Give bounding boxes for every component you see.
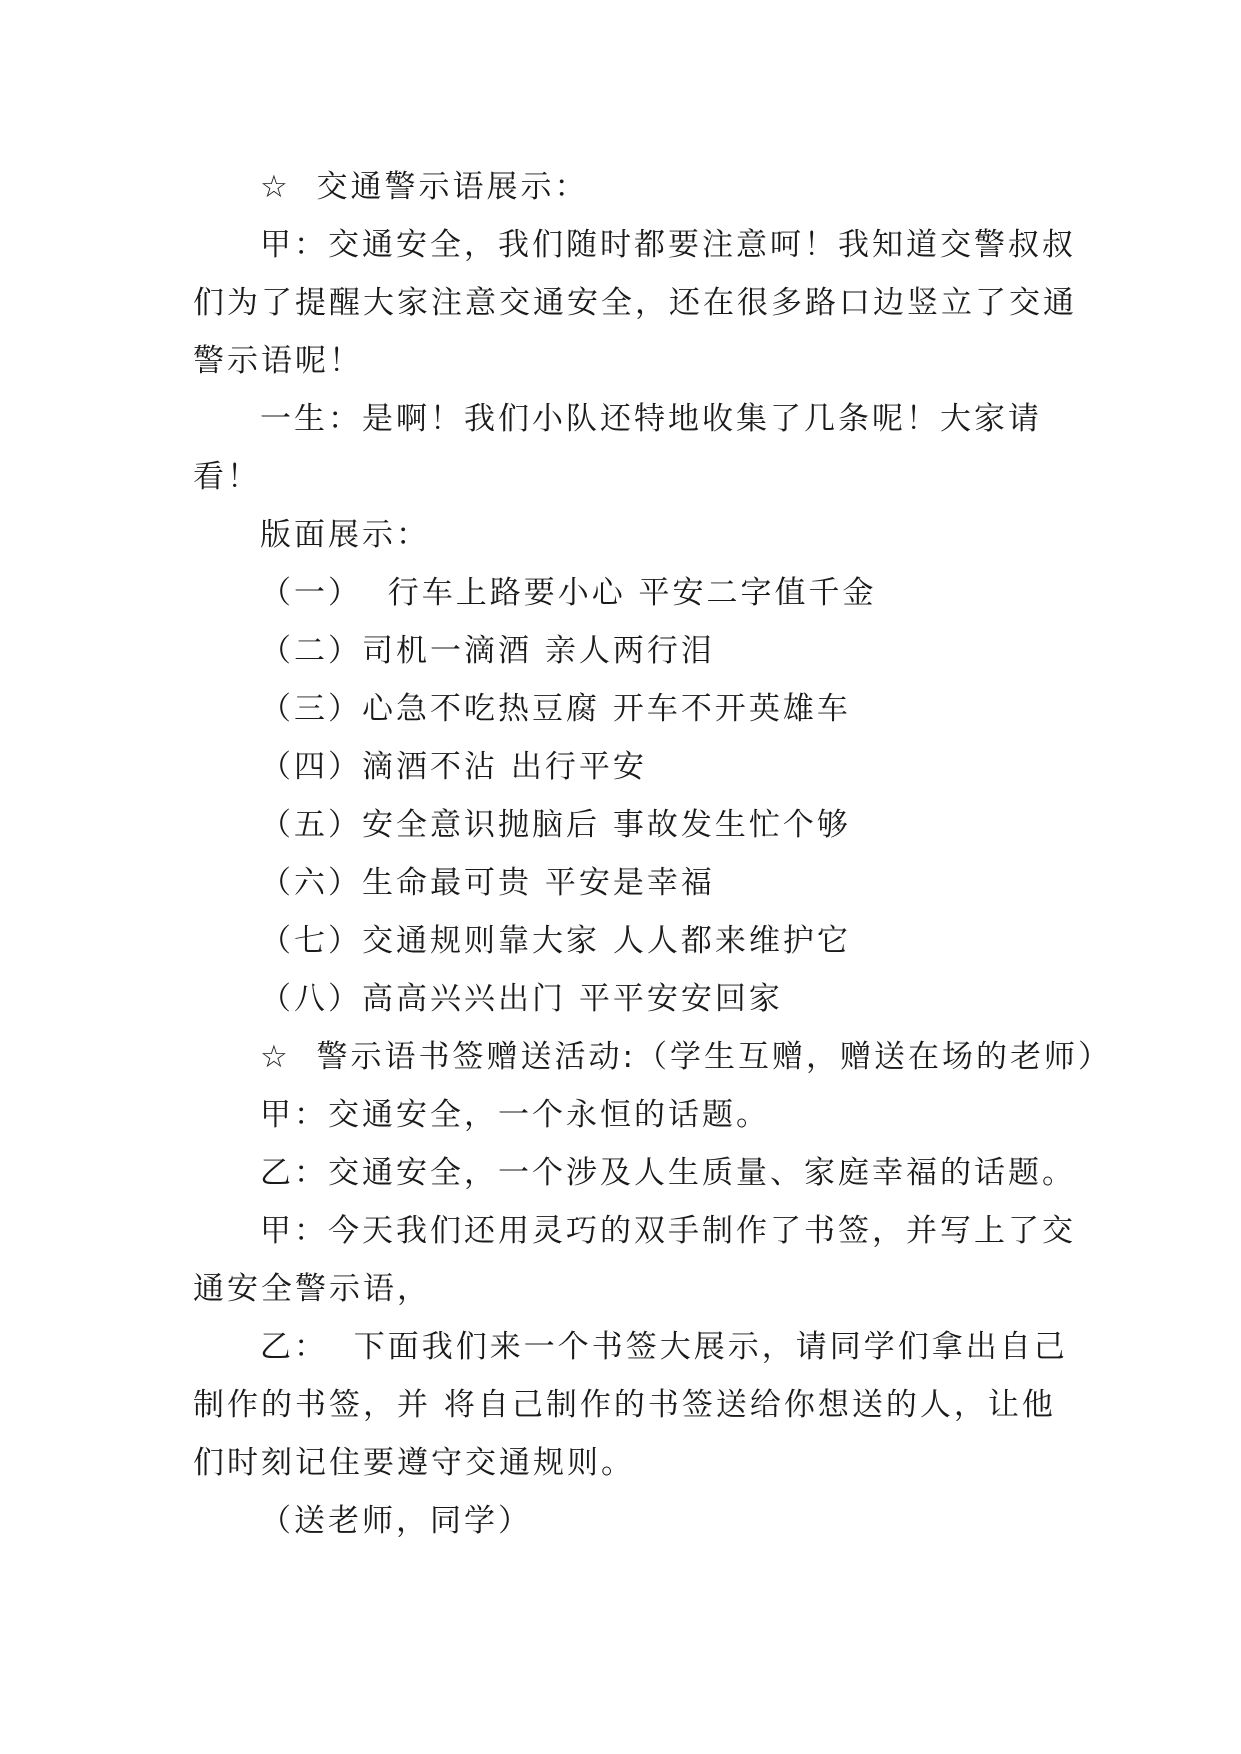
text-line: （四）滴酒不沾 出行平安 [260, 749, 647, 785]
text-line: 乙：交通安全，一个涉及人生质量、家庭幸福的话题。 [260, 1155, 1076, 1191]
text-line: 甲：交通安全，我们随时都要注意呵！我知道交警叔叔 [260, 227, 1076, 263]
text-line: ☆ 警示语书签赠送活动:（学生互赠，赠送在场的老师） [260, 1039, 1112, 1075]
text-line: （三）心急不吃热豆腐 开车不开英雄车 [260, 691, 851, 727]
text-line: 甲：交通安全，一个永恒的话题。 [260, 1097, 770, 1133]
text-line: 版面展示： [260, 517, 430, 553]
text-line: （送老师，同学） [260, 1503, 532, 1539]
text-line: 看！ [193, 459, 261, 495]
text-line: （二）司机一滴酒 亲人两行泪 [260, 633, 715, 669]
text-line: 乙： 下面我们来一个书签大展示，请同学们拿出自己 [260, 1329, 1068, 1365]
text-line: 警示语呢！ [193, 343, 363, 379]
document-body [193, 158, 1112, 1550]
text-line: ☆ 交通警示语展示： [260, 169, 589, 205]
text-line: （六）生命最可贵 平安是幸福 [260, 865, 715, 901]
text-line: （一） 行车上路要小心 平安二字值千金 [260, 575, 877, 611]
text-line: 们为了提醒大家注意交通安全，还在很多路口边竖立了交通 [193, 285, 1077, 321]
text-line: 们时刻记住要遵守交通规则。 [193, 1445, 635, 1481]
text-line: （五）安全意识抛脑后 事故发生忙个够 [260, 807, 851, 843]
text-line: 一生：是啊！我们小队还特地收集了几条呢！大家请 [260, 401, 1042, 437]
text-line: 甲：今天我们还用灵巧的双手制作了书签，并写上了交 [260, 1213, 1076, 1249]
text-line: 通安全警示语， [193, 1271, 431, 1307]
text-line: 制作的书签，并 将自己制作的书签送给你想送的人，让他 [193, 1387, 1056, 1423]
text-line: （七）交通规则靠大家 人人都来维护它 [260, 923, 851, 959]
text-line: （八）高高兴兴出门 平平安安回家 [260, 981, 783, 1017]
